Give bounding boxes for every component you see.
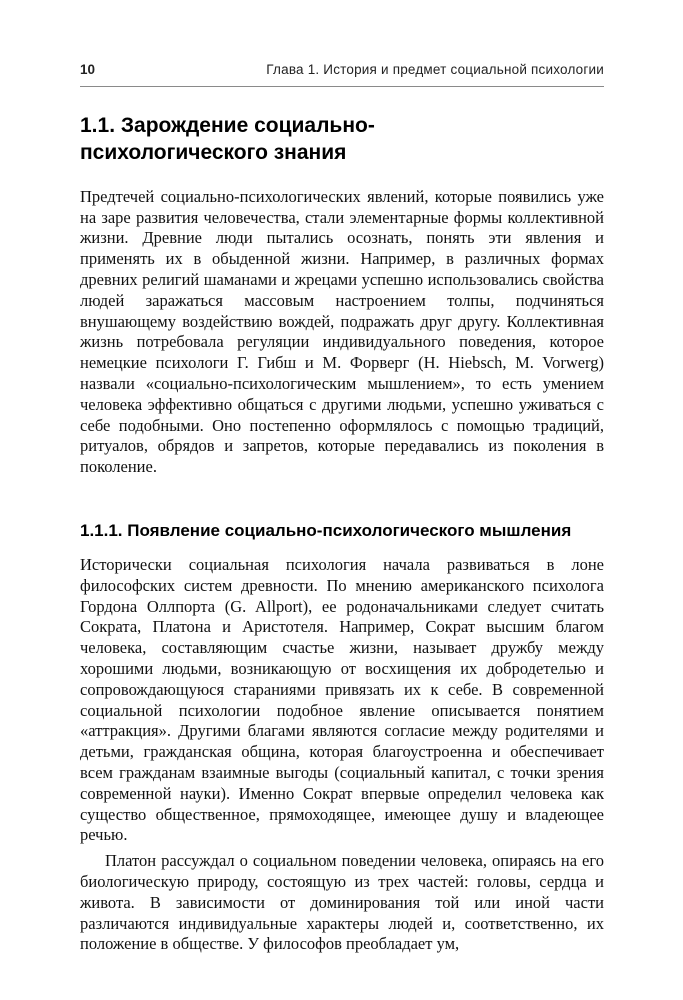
- subsection-paragraph-1: Исторически социальная психология начала развиваться в лоне философских систем древности. По мнению американского психолога Гордона Оллпорта (G. Allport), ее родоначальниками следует считать Сократа, Платона и Аристотеля. Например, Сократ высшим благом человека, составляющим счастье жизни, называет дружбу между хорошими людьми, возникающую от восхищения их добродетелью и сопровождающуюся стараниями привязать их к себе. В современной социальной психологии подобное явление описывается понятием «аттракция». Другими благами являются согласие между родителями и детьми, гражданская община, которая благоустроенна и обеспечивает всем гражданам взаимные выгоды (социальный капитал, с точки зрения современной науки). Именно Сократ впервые определил человека как существо общественное, прямоходящее, имеющее душу и владеющее речью.: [80, 555, 604, 845]
- section-paragraph: Предтечей социально-психологических явлений, которые появились уже на заре развития человечества, стали элементарные формы коллективной жизни. Древние люди пытались осознать, понять эти явления и применять их в обыденной жизни. Например, в различных формах древних религий шаманами и жрецами успешно использовались свойства людей заражаться массовым настроением толпы, подчиняться внушающему воздействию вождей, подражать друг другу. Коллективная жизнь потребовала регуляции индивидуального поведения, которое немецкие психологи Г. Гибш и М. Форверг (H. Hiebsch, M. Vorwerg) назвали «социально-психологическим мышлением», то есть умением человека эффективно общаться с другими людьми, успешно уживаться с себе подобными. Оно постепенно оформлялось с помощью традиций, ритуалов, обрядов и запретов, которые передавались из поколения в поколение.: [80, 186, 604, 477]
- subsection-paragraph-2: Платон рассуждал о социальном поведении человека, опираясь на его биологическую природу, состоящую из трех частей: головы, сердца и живота. В зависимости от доминирования той или иной части различаются индивидуальные характеры людей и, соответственно, их положение в обществе. У философов преобладает ум,: [80, 851, 604, 954]
- page-header: [80, 62, 604, 87]
- running-title: Глава 1. История и предмет социальной психологии: [266, 62, 604, 77]
- page-number: 10: [80, 62, 96, 77]
- subsection-heading: 1.1.1. Появление социально-психологического мышления: [80, 520, 572, 540]
- section-heading: 1.1. Зарождение социально-психологического знания: [80, 114, 375, 164]
